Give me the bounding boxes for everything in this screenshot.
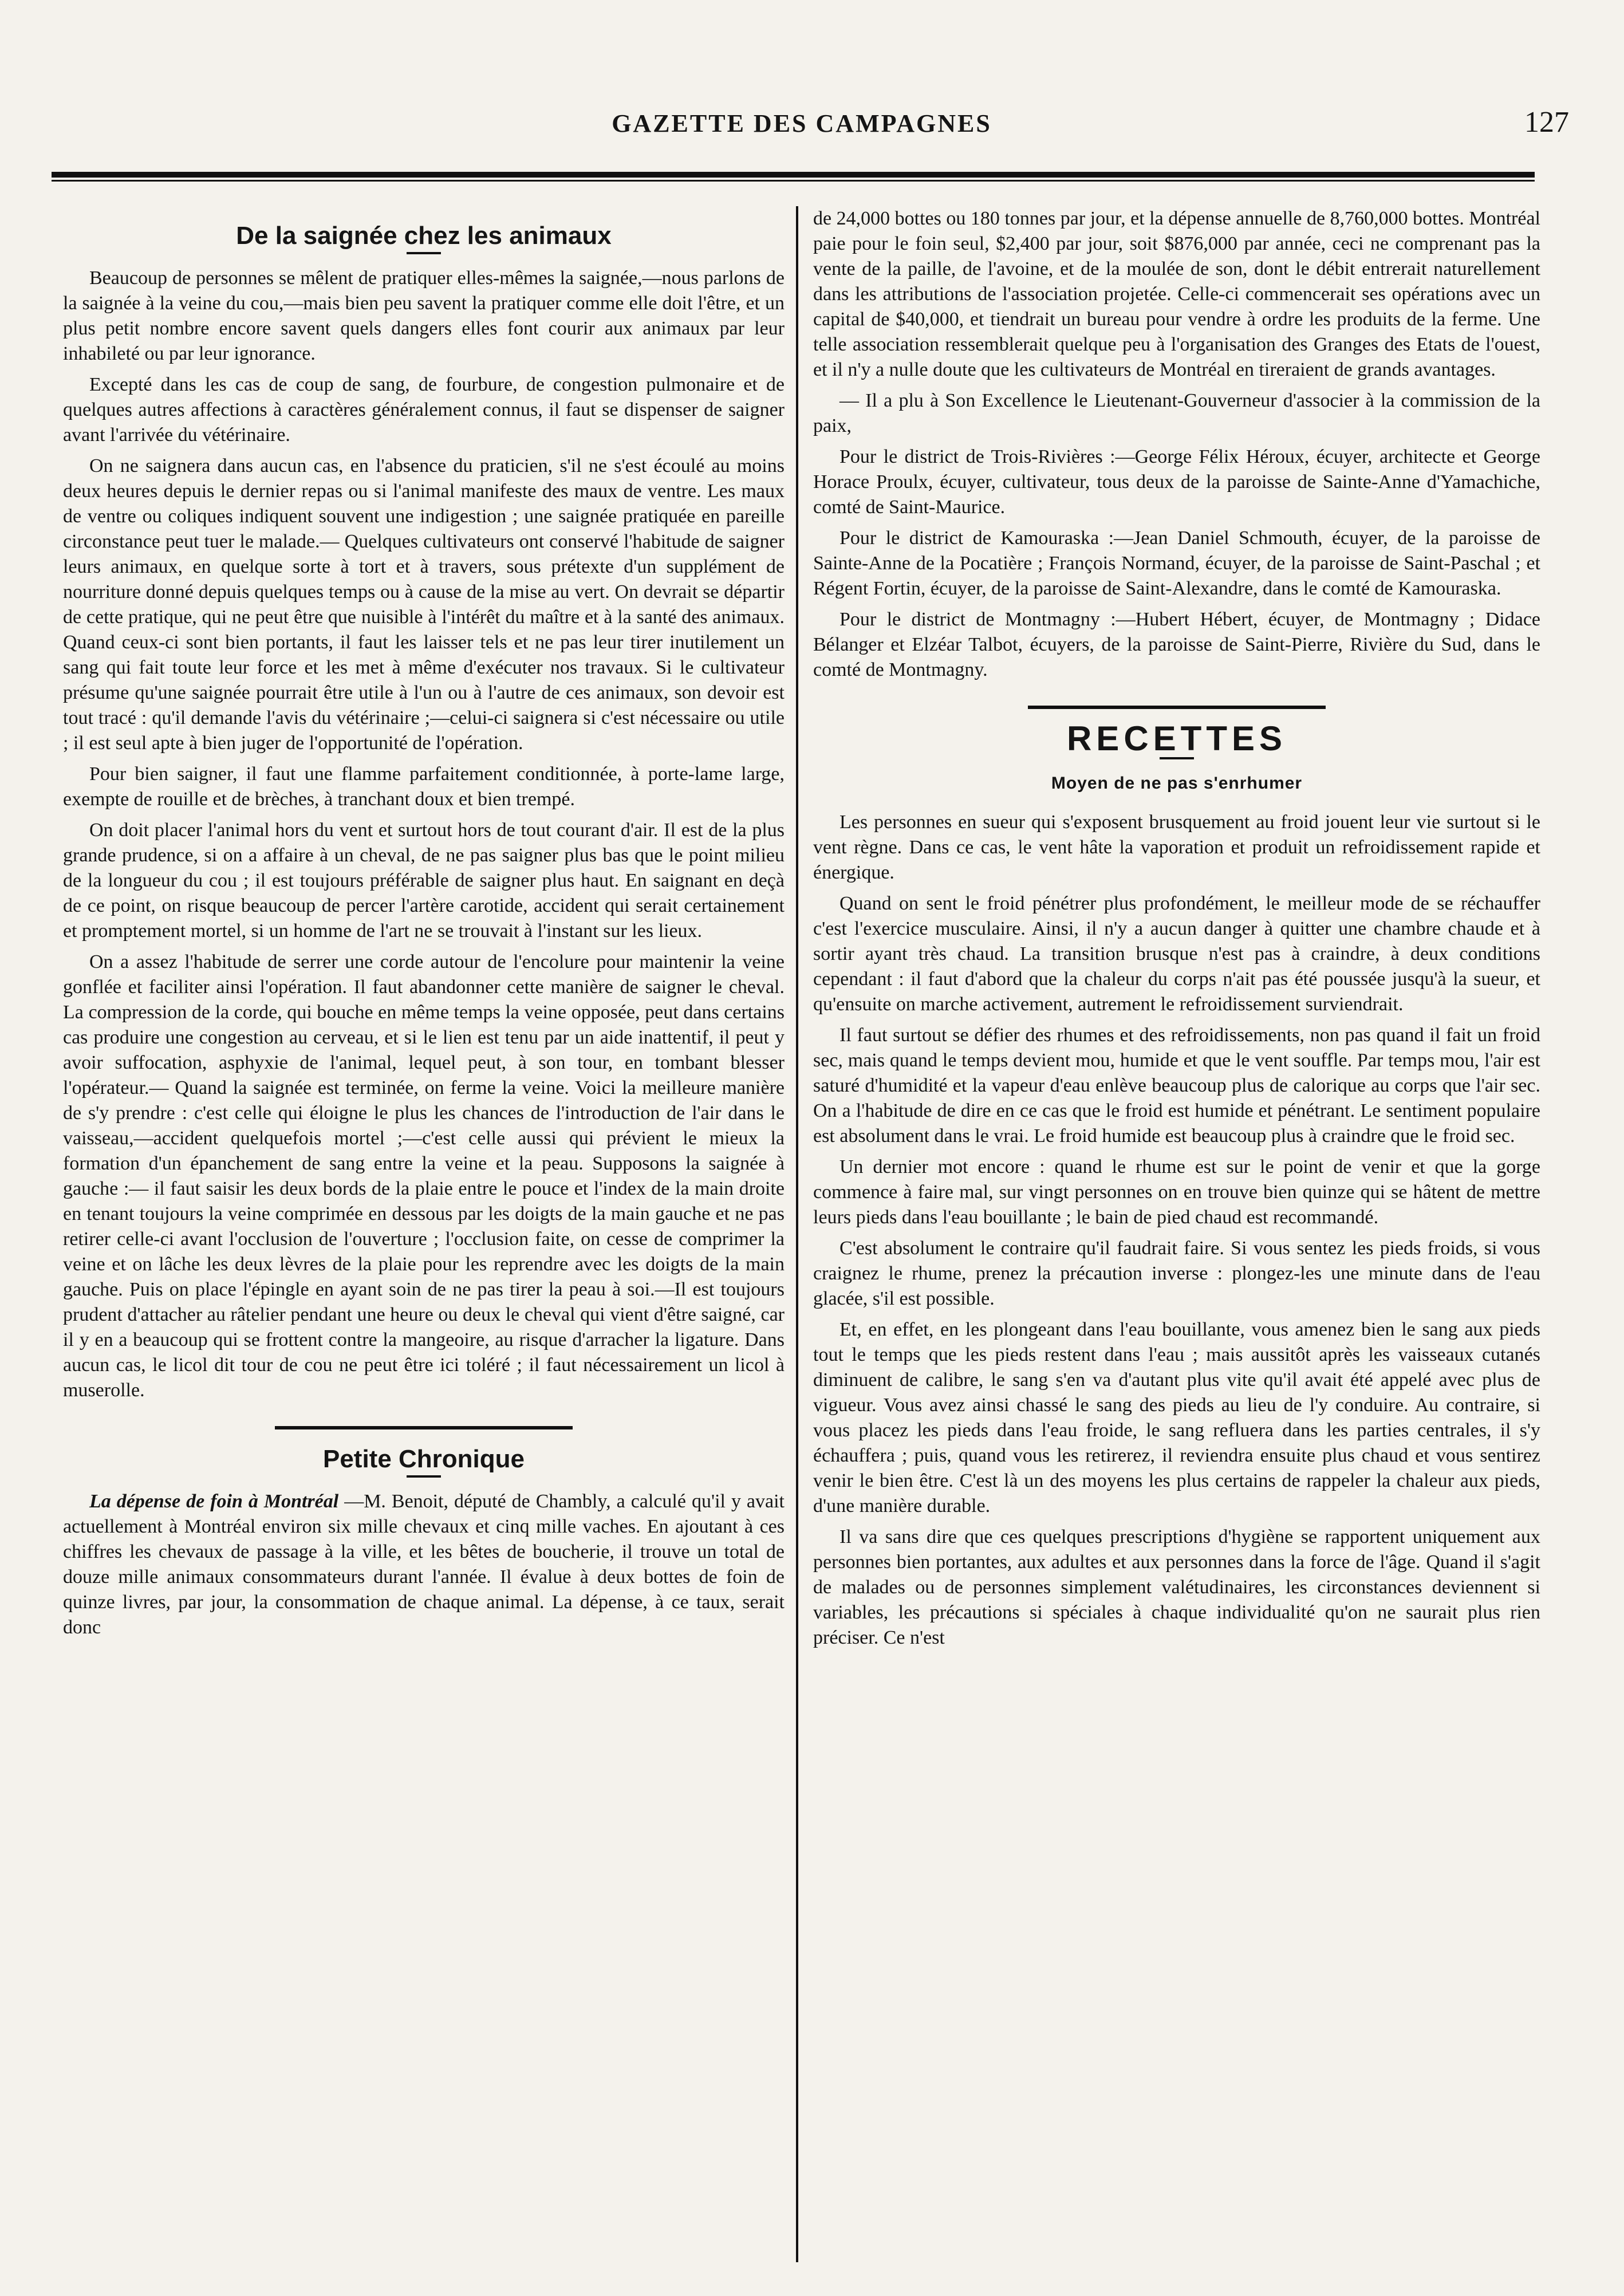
running-title: GAZETTE DES CAMPAGNES — [612, 109, 992, 137]
section-rule — [1028, 706, 1326, 709]
recettes-paragraph: Il va sans dire que ces quelques prescriptions d'hygiène se rapportent uniquement aux personnes bien portantes, aux adultes et aux personnes dans la force de l'âge. Quand il s'agit de malades ou de personnes simplement valétudinaires, les circonstances deviennent si variables, les précautions si spéciales à chaque individualité qu'on ne saurait plus rien préciser. Ce n'est — [813, 1526, 1540, 1648]
right-column — [813, 206, 1540, 2268]
chronique-title: Petite Chronique — [322, 1445, 525, 1473]
recettes-paragraph: Il faut surtout se défier des rhumes et des refroidissements, non pas quand il fait un froid sec, mais quand le temps devient mou, humide et que le vent souffle. Par temps mou, l'air est saturé d'humidité et la vapeur d'eau enlève beaucoup plus de calorique au corps que l'air sec. On a l'habitude de dire en ce cas que le froid est humide et pénétrant. Le sentiment populaire est absolument dans le vrai. Le froid humide est beaucoup plus à craindre que le froid sec. — [813, 1025, 1540, 1147]
recettes-paragraph: Un dernier mot encore : quand le rhume est sur le point de venir et que la gorge commence à faire mal, sur vingt personnes on en trouve bien quinze qui se hâtent de mettre leurs pieds dans l'eau bouillante ; le bain de pied chaud est recommandé. — [813, 1156, 1540, 1228]
saignee-paragraph: Excepté dans les cas de coup de sang, de fourbure, de congestion pulmonaire et de quelques autres affections à caractères généralement connus, il faut se dispenser de saigner avant l'arrivée du vétérinaire. — [63, 374, 785, 446]
chronique-continued-paragraph: Pour le district de Trois-Rivières :—George Félix Héroux, écuyer, architecte et George Horace Proulx, écuyer, cultivateur, tous deux de la paroisse de Sainte-Anne d'Yamachiche, comté de Saint-Maurice. — [813, 446, 1540, 518]
section-rule — [275, 1426, 573, 1429]
saignee-paragraph: On a assez l'habitude de serrer une corde autour de l'encolure pour maintenir la veine gonflée et faciliter ainsi l'opération. Il faut abandonner cette manière de saigner le cheval. La compression de la corde, qui bouche en même temps la veine opposée, peut dans certains cas produire une congestion au cerveau, et si le lien est tenu par un aide inattentif, il peut y avoir suffocation, asphyxie de l'animal, lequel peut, à son tour, en tombant blesser l'opérateur.— Quand la saignée est terminée, on ferme la veine. Voici la meilleure manière de s'y prendre : c'est celle qui éloigne le plus les chances de l'introduction de l'air dans le vaisseau,—accident quelquefois mortel ;—c'est celle aussi qui prévient le mieux la formation d'un épanchement de sang entre la veine et la peau. Supposons la saignée à gauche :— il faut saisir les deux bords de la plaie entre le pouce et l'index de la main droite en tenant toujours la veine comprimée en dessous par les doigts de la main gauche et ne pas retirer celle-ci avant l'occlusion de l'ouverture ; l'occlusion faite, on cesse de comprimer la veine et on lâche les deux lèvres de la plaie pour les reprendre avec les doigts de la main gauche. Puis on place l'épingle en ayant soin de ne pas tirer la peau à soi.—Il est toujours prudent d'attacher au râtelier pendant une heure ou deux le cheval qui vient d'être saigné, car il y en a beaucoup qui se frottent contre la mangeoire, au risque d'arracher la ligature. Dans aucun cas, le licol dit tour de cou ne peut être ici toléré ; il faut nécessairement un licol à muserolle. — [63, 951, 785, 1401]
chronique-continued-paragraph: Pour le district de Kamouraska :—Jean Daniel Schmouth, écuyer, de la paroisse de Sainte-Anne de la Pocatière ; François Normand, écuyer, de la paroisse de Saint-Paschal ; et Régent Fortin, écuyer, de la paroisse de Saint-Alexandre, dans le comté de Kamouraska. — [813, 527, 1540, 599]
saignee-title: De la saignée chez les animaux — [236, 222, 612, 250]
recettes-paragraph: Et, en effet, en les plongeant dans l'eau bouillante, vous amenez bien le sang aux pieds tout le temps que les pieds restent dans l'eau ; mais aussitôt après les vaisseaux cutanés diminuent de calibre, le sang s'en va d'autant plus vite qu'il avait été appelé avec plus de vigueur. Vous avez ainsi chassé le sang des pieds au lieu de l'y conduire. Au contraire, si vous placez les pieds dans l'eau froide, le sang refluera dans les parties centrales, il s'y échauffera ; puis, quand vous les retirerez, il reviendra ensuite plus chaud et vous sentirez venir le bien être. C'est là un des moyens les plus certains de rappeler la chaleur aux pieds, d'une manière durable. — [813, 1319, 1540, 1517]
column-divider — [796, 206, 798, 2262]
recettes-paragraph: Les personnes en sueur qui s'exposent brusquement au froid jouent leur vie surtout si le vent règne. Dans ce cas, le vent hâte la vaporation et produit un refroidissement rapide et énergique. — [813, 812, 1540, 883]
recettes-subtitle: Moyen de ne pas s'enrhumer — [1051, 774, 1303, 793]
chronique-continued-paragraph: — Il a plu à Son Excellence le Lieutenant-Gouverneur d'associer à la commission de la paix, — [813, 390, 1540, 436]
header-rule — [52, 172, 1535, 182]
page-number: 127 — [1524, 106, 1569, 139]
recettes-paragraph: Quand on sent le froid pénétrer plus profondément, le meilleur mode de se réchauffer c'est l'exercice musculaire. Ainsi, il n'y a aucun danger à quitter une chambre chaude et à sortir ayant très chaud. La transition brusque n'est pas à craindre, à deux conditions cependant : il faut d'abord que la chaleur du corps n'ait pas été poussée jusqu'à la sueur, et qu'ensuite on marche activement, autrement le refroidissement surviendrait. — [813, 893, 1540, 1015]
chronique-text: —M. Benoit, député de Chambly, a calculé qu'il y avait actuellement à Montréal environ six mille chevaux et cinq mille vaches. En ajoutant à ces chiffres les chevaux de passage à la ville, et les bêtes de boucherie, il trouve un total de douze mille animaux consommateurs durant l'année. Il évalue à deux bottes de foin de quinze livres, par jour, la consommation de chaque animal. La dépense, à ce taux, serait donc — [63, 1491, 785, 1638]
recettes-paragraph: C'est absolument le contraire qu'il faudrait faire. Si vous sentez les pieds froids, si vous craignez le rhume, prenez la précaution inverse : plongez-les une minute dans de l'eau glacée, s'il est possible. — [813, 1238, 1540, 1309]
saignee-paragraph: On doit placer l'animal hors du vent et surtout hors de tout courant d'air. Il est de la plus grande prudence, si on a affaire à un cheval, de ne pas saigner plus bas que le point milieu de la longueur du cou ; il est toujours préférable de saigner plus haut. En saignant en deçà de ce point, on risque beaucoup de percer l'artère carotide, accident qui serait certainement et promptement mortel, si un homme de l'art ne se trouvait à l'instant sur les lieux. — [63, 820, 785, 942]
title-dash — [407, 252, 441, 254]
recettes-title: RECETTES — [1066, 719, 1287, 758]
saignee-paragraph: On ne saignera dans aucun cas, en l'absence du praticien, s'il ne s'est écoulé au moins deux heures depuis le dernier repas ou si l'animal manifeste des maux de ventre. Les maux de ventre ou coliques indiquent souvent une indigestion ; une saignée pratiquée en pareille circonstance peut tuer le malade.— Quelques cultivateurs ont conservé l'habitude de saigner leurs animaux, en quelque sorte à tort et à travers, sous prétexte d'un supplément de nourriture donné depuis quelques temps ou à cause de la mise au vert. On devrait se départir de cette pratique, qui ne peut être que nuisible à l'intérêt du maître et à la santé des animaux. Quand ceux-ci sont bien portants, il faut les laisser tels et ne pas leur tirer inutilement un sang qui fait toute leur force et les met à même d'exécuter nos travaux. Si le cultivateur présume qu'une saignée pourrait être utile à l'un ou à l'autre de ces animaux, son devoir est tout tracé : qu'il demande l'avis du vétérinaire ;—celui-ci saignera si c'est nécessaire ou utile ; il est seul apte à bien juger de l'opportunité de l'opération. — [63, 455, 785, 754]
chronique-continued-paragraph: Pour le district de Montmagny :—Hubert Hébert, écuyer, de Montmagny ; Didace Bélanger et Elzéar Talbot, écuyers, de la paroisse de Saint-Pierre, Rivière du Sud, dans le comté de Montmagny. — [813, 609, 1540, 680]
chronique-lead: La dépense de foin à Montréal — [89, 1491, 339, 1512]
chronique-paragraph — [63, 1489, 785, 1640]
left-column — [63, 206, 785, 2268]
saignee-paragraph: Pour bien saigner, il faut une flamme parfaitement conditionnée, à porte-lame large, exempte de rouille et de brèches, à tranchant doux et bien trempé. — [63, 763, 785, 810]
saignee-paragraph: Beaucoup de personnes se mêlent de pratiquer elles-mêmes la saignée,—nous parlons de la saignée à la veine du cou,—mais bien peu savent la pratiquer comme elle doit l'être, et un plus petit nombre encore savent quels dangers elles font courir aux animaux par leur inhabileté ou par leur ignorance. — [63, 267, 785, 364]
title-dash — [407, 1475, 441, 1478]
chronique-continued-paragraph: de 24,000 bottes ou 180 tonnes par jour, et la dépense annuelle de 8,760,000 bottes. Montréal paie pour le foin seul, $2,400 par jour, soit $876,000 par année, ceci ne comprenant pas la vente de la paille, de l'avoine, et de la moulée de son, dont le débit entrerait naturellement dans les attributions de l'association projetée. Celle-ci commencerait ses opérations avec un capital de $40,000, et tiendrait un bureau pour vendre à ordre les produits de la ferme. Une telle association ressemblerait quelque peu à l'organisation des Granges des Etats de l'ouest, et il n'y a nulle doute que les cultivateurs de Montréal en tireraient de grands avantages. — [813, 208, 1540, 380]
